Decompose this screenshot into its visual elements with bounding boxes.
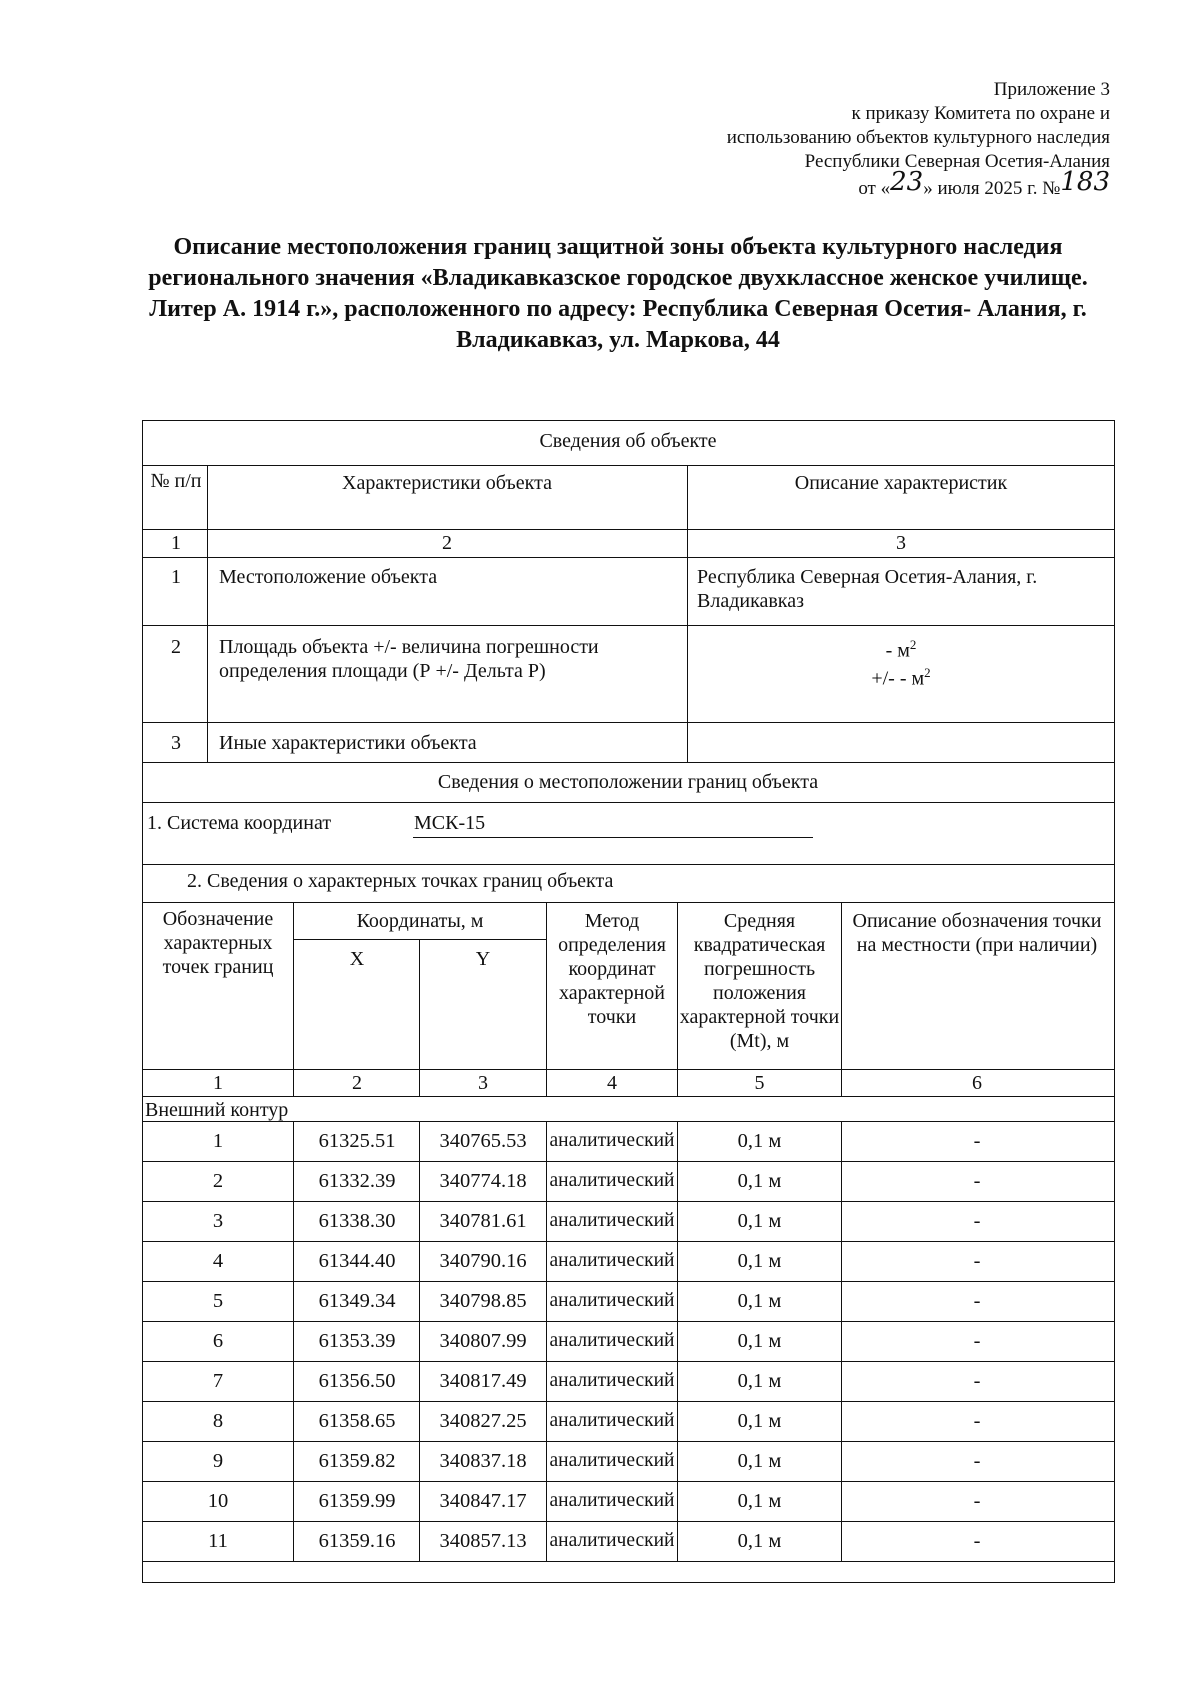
coord-x: 61358.65 [318,1410,396,1432]
method: аналитический [549,1250,675,1271]
coord-x: 61332.39 [318,1170,396,1192]
location-section-heading: Сведения о местоположении границ объекта [437,771,819,793]
row-number: 1 [171,566,181,588]
object-section-heading: Сведения об объекте [539,430,717,452]
point-description: - [973,1490,981,1512]
divider [143,722,1114,723]
coord-x: 61356.50 [318,1370,396,1392]
divider [143,1069,1114,1070]
divider [294,939,546,940]
characteristic-location: Местоположение объекта [219,566,438,588]
method: аналитический [549,1330,675,1351]
point-number: 2 [212,1170,224,1192]
error-value: 0,1 м [737,1410,782,1432]
divider [293,1121,294,1561]
divider [143,557,1114,558]
error-value: 0,1 м [737,1210,782,1232]
col-error-header: Средняя квадратическая погрешность положения характерной точки (Mt), м [679,910,840,1052]
underline [413,837,813,838]
point-description: - [973,1290,981,1312]
coordinate-system-label: 1. Система координат [147,812,332,834]
divider [143,864,1114,865]
coord-y: 340847.17 [439,1490,527,1512]
row-number: 3 [171,732,181,754]
divider [419,1121,420,1561]
document-title: Описание местоположения границ защитной зоны объекта культурного наследия регионального значения «Владикавказское городское двухклассное женское училище. Литер А. 1914 г.», расположенного по адресу: Республика Северная Осетия- Алания, г. Владикавказ, ул. Маркова, 44 [148,234,1088,353]
error-value: 0,1 м [737,1170,782,1192]
divider [143,1561,1114,1562]
point-number: 1 [212,1130,224,1152]
characteristic-other: Иные характеристики объекта [219,732,477,754]
committee-name: использованию объектов культурного наследия [726,127,1110,148]
divider [207,465,208,762]
coord-y: 340827.25 [439,1410,527,1432]
divider [143,902,1114,903]
point-number: 6 [212,1330,224,1352]
appendix-label: Приложение 3 [993,79,1110,100]
divider [293,902,294,1096]
point-number: 9 [212,1450,224,1472]
divider [677,902,678,1096]
coord-x: 61359.99 [318,1490,396,1512]
handwritten-number: 183 [1060,167,1110,197]
date-middle: » июля 2025 г. № [923,178,1061,199]
point-number: 4 [212,1250,224,1272]
divider [546,1121,547,1561]
handwritten-day: 23 [890,167,924,197]
coord-y: 340798.85 [439,1290,527,1312]
coord-y: 340837.18 [439,1450,527,1472]
point-description: - [973,1330,981,1352]
col-num-header: № п/п [150,470,202,492]
col-x-header: X [349,948,365,970]
error-value: 0,1 м [737,1130,782,1152]
index-cell: 2 [352,1072,362,1094]
area-error-value: +/- - $м^2$ [871,665,931,690]
index-cell: 1 [213,1072,223,1094]
republic-name: Республики Северная Осетия-Алания [804,151,1110,172]
method: аналитический [549,1130,675,1151]
coord-y: 340857.13 [439,1530,527,1552]
coord-x: 61353.39 [318,1330,396,1352]
point-number: 3 [212,1210,224,1232]
method: аналитический [549,1290,675,1311]
col-description-header: Описание обозначения точки на местности (при наличии) [852,910,1102,956]
coord-y: 340781.61 [439,1210,527,1232]
error-value: 0,1 м [737,1370,782,1392]
coordinate-system-value: МСК-15 [414,812,486,834]
point-description: - [973,1530,981,1552]
index-cell: 3 [478,1072,488,1094]
divider [143,465,1114,466]
method: аналитический [549,1530,675,1551]
coord-x: 61325.51 [318,1130,396,1152]
divider [143,625,1114,626]
index-cell: 2 [442,532,452,554]
method: аналитический [549,1170,675,1191]
error-value: 0,1 м [737,1530,782,1552]
error-value: 0,1 м [737,1450,782,1472]
characteristic-area: Площадь объекта +/- величина погрешности определения площади (Р +/- Дельта Р) [219,636,599,682]
method: аналитический [549,1210,675,1231]
col-y-header: Y [475,948,491,970]
divider [143,1096,1114,1097]
point-number: 10 [207,1490,229,1512]
method: аналитический [549,1410,675,1431]
coord-y: 340807.99 [439,1330,527,1352]
coord-x: 61344.40 [318,1250,396,1272]
index-cell: 6 [972,1072,982,1094]
point-number: 11 [208,1530,228,1552]
index-cell: 1 [171,532,181,554]
method: аналитический [549,1450,675,1471]
col-coordinates-header: Координаты, м [356,910,484,932]
col-characteristics-header: Характеристики объекта [342,472,552,494]
error-value: 0,1 м [737,1490,782,1512]
point-number: 5 [212,1290,224,1312]
coord-x: 61359.82 [318,1450,396,1472]
divider [143,529,1114,530]
contour-label: Внешний контур [145,1099,289,1121]
index-cell: 5 [754,1072,765,1094]
divider [677,1121,678,1561]
coord-x: 61338.30 [318,1210,396,1232]
point-number: 8 [212,1410,224,1432]
point-description: - [973,1450,981,1472]
coord-x: 61359.16 [318,1530,396,1552]
coord-x: 61349.34 [318,1290,396,1312]
divider [143,762,1114,763]
point-description: - [973,1170,981,1192]
points-heading: 2. Сведения о характерных точках границ объекта [187,870,614,892]
error-value: 0,1 м [737,1290,782,1312]
error-value: 0,1 м [737,1330,782,1352]
date-prefix: от « [858,178,891,199]
point-description: - [973,1370,981,1392]
divider [841,902,842,1096]
row-number: 2 [171,636,181,658]
appendix-header [550,78,1110,201]
method: аналитический [549,1370,675,1391]
point-description: - [973,1210,981,1232]
point-description: - [973,1130,981,1152]
divider [419,939,420,1096]
area-value: - $м^2$ [885,637,917,662]
point-number: 7 [212,1370,224,1392]
divider [687,465,688,762]
index-cell: 3 [896,532,906,554]
divider [143,802,1114,803]
coord-y: 340817.49 [439,1370,527,1392]
location-value: Республика Северная Осетия-Алания, г. Владикавказ [697,566,1038,612]
order-date-line [550,167,1110,201]
coord-y: 340765.53 [439,1130,527,1152]
divider [841,1121,842,1561]
main-table [142,420,1115,1583]
col-method-header: Метод определения координат характерной точки [558,910,666,1028]
col-point-label-header: Обозначение характерных точек границ [162,908,274,978]
col-description-header: Описание характеристик [794,472,1008,494]
divider [546,902,547,1096]
order-reference: к приказу Комитета по охране и [851,103,1110,124]
coord-y: 340774.18 [439,1170,527,1192]
index-cell: 4 [607,1072,617,1094]
method: аналитический [549,1490,675,1511]
point-description: - [973,1250,981,1272]
point-description: - [973,1410,981,1432]
coord-y: 340790.16 [439,1250,527,1272]
error-value: 0,1 м [737,1250,782,1272]
